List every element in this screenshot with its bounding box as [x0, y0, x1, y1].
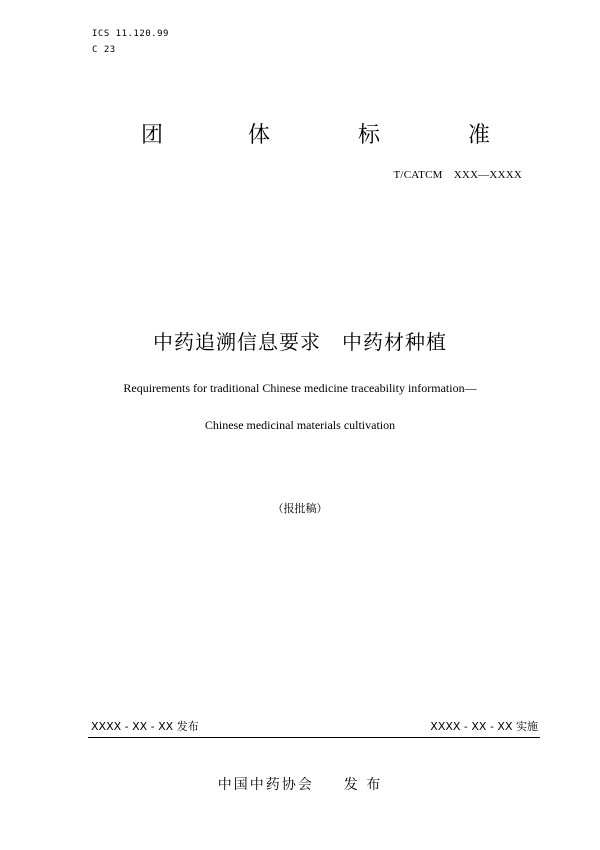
divider-line: [88, 737, 540, 738]
standard-code: T/CATCM XXX—XXXX: [393, 169, 522, 181]
issuer-org: 中国中药协会: [217, 777, 314, 793]
implement-date: XXXX - XX - XX 实施: [430, 720, 538, 733]
issuer-action: 发 布: [343, 777, 383, 793]
standard-type-heading: [0, 118, 600, 148]
publish-date: XXXX - XX - XX 发布: [91, 720, 199, 733]
issuer: [0, 774, 600, 794]
standard-type-char: 团: [141, 123, 164, 148]
ics-code: ICS 11.120.99: [92, 29, 169, 39]
standard-type-char: 准: [468, 123, 491, 148]
standard-type-char: 体: [248, 123, 271, 148]
ccs-code: C 23: [92, 45, 116, 55]
draft-status: （报批稿）: [272, 502, 328, 515]
standard-type-char: 标: [358, 123, 381, 148]
title-english-line1: Requirements for traditional Chinese medicine traceability information—: [123, 381, 477, 395]
title-english-line2: Chinese medicinal materials cultivation: [204, 418, 396, 432]
title-chinese: 中药追溯信息要求 中药材种植: [153, 330, 447, 354]
